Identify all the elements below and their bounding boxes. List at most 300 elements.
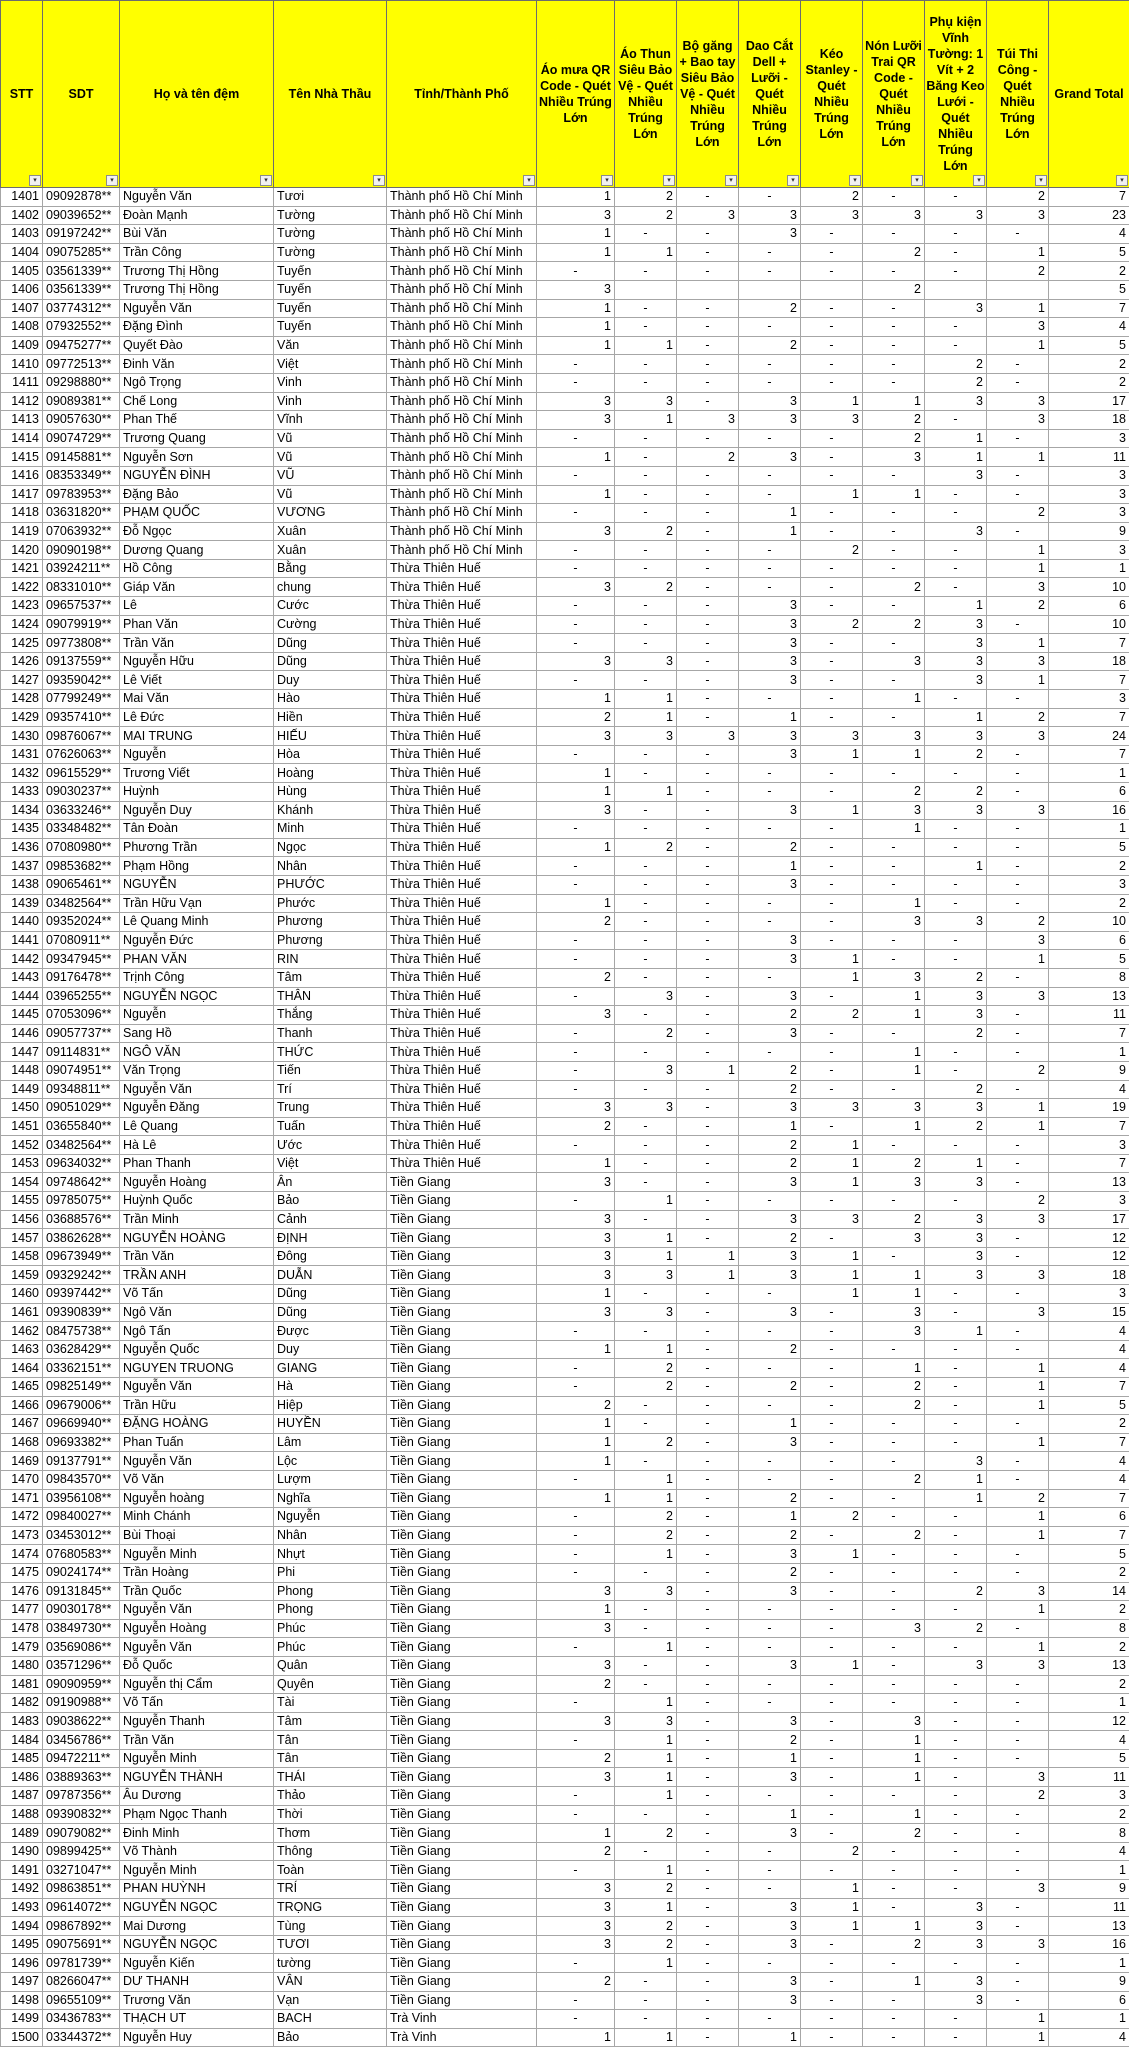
table-cell[interactable]: Vũ <box>274 429 387 448</box>
table-cell[interactable]: 1469 <box>1 1452 43 1471</box>
table-cell[interactable]: - <box>925 894 987 913</box>
table-cell[interactable]: 1429 <box>1 708 43 727</box>
table-cell[interactable]: - <box>801 1229 863 1248</box>
table-cell[interactable]: - <box>801 1322 863 1341</box>
table-cell[interactable]: Thành phố Hồ Chí Minh <box>387 318 537 337</box>
table-cell[interactable]: 2 <box>615 1508 677 1527</box>
table-cell[interactable]: - <box>615 597 677 616</box>
table-cell[interactable]: 1 <box>537 838 615 857</box>
table-cell[interactable]: 1 <box>925 1154 987 1173</box>
table-cell[interactable]: Tiền Giang <box>387 1749 537 1768</box>
table-cell[interactable]: 09397442** <box>43 1285 120 1304</box>
table-cell[interactable]: 1 <box>987 1433 1049 1452</box>
table-cell[interactable]: - <box>677 336 739 355</box>
table-cell[interactable]: 1 <box>987 1396 1049 1415</box>
table-cell[interactable]: 11 <box>1049 448 1129 467</box>
table-cell[interactable]: 1412 <box>1 392 43 411</box>
table-cell[interactable]: - <box>677 913 739 932</box>
table-cell[interactable]: - <box>801 318 863 337</box>
table-cell[interactable]: 1 <box>537 1601 615 1620</box>
table-cell[interactable]: 1 <box>863 1043 925 1062</box>
table-cell[interactable]: Xuân <box>274 541 387 560</box>
table-cell[interactable]: 1 <box>863 1285 925 1304</box>
table-cell[interactable]: - <box>987 1340 1049 1359</box>
table-cell[interactable]: Văn <box>274 336 387 355</box>
table-cell[interactable]: - <box>537 671 615 690</box>
table-cell[interactable]: - <box>615 764 677 783</box>
table-cell[interactable]: 07080980** <box>43 838 120 857</box>
table-cell[interactable]: 09843570** <box>43 1470 120 1489</box>
table-cell[interactable]: - <box>537 1192 615 1211</box>
table-cell[interactable]: - <box>925 1192 987 1211</box>
table-cell[interactable]: 3 <box>739 801 801 820</box>
table-cell[interactable]: 1472 <box>1 1508 43 1527</box>
table-cell[interactable]: 1483 <box>1 1712 43 1731</box>
table-cell[interactable]: - <box>615 1991 677 2010</box>
table-cell[interactable]: - <box>987 1731 1049 1750</box>
table-cell[interactable]: - <box>615 1117 677 1136</box>
table-cell[interactable]: 13 <box>1049 1656 1129 1675</box>
table-cell[interactable]: - <box>615 1973 677 1992</box>
table-cell[interactable]: MAI TRUNG <box>120 727 274 746</box>
table-cell[interactable]: 3 <box>739 1768 801 1787</box>
table-cell[interactable]: 1421 <box>1 559 43 578</box>
table-cell[interactable]: 2 <box>1049 373 1129 392</box>
table-cell[interactable]: - <box>863 597 925 616</box>
table-cell[interactable]: Ước <box>274 1136 387 1155</box>
table-cell[interactable]: 2 <box>739 1340 801 1359</box>
table-cell[interactable]: - <box>801 1396 863 1415</box>
table-cell[interactable]: 1 <box>987 2028 1049 2047</box>
table-cell[interactable]: THẠCH UT <box>120 2010 274 2029</box>
table-cell[interactable]: - <box>925 411 987 430</box>
table-cell[interactable]: - <box>677 485 739 504</box>
table-cell[interactable]: Tươi <box>274 188 387 207</box>
table-cell[interactable]: - <box>863 1601 925 1620</box>
table-cell[interactable]: 1 <box>1049 2010 1129 2029</box>
table-cell[interactable]: RIN <box>274 950 387 969</box>
table-cell[interactable]: 3 <box>987 1303 1049 1322</box>
table-cell[interactable]: Tiền Giang <box>387 1229 537 1248</box>
table-cell[interactable]: 1 <box>987 336 1049 355</box>
table-cell[interactable]: 03655840** <box>43 1117 120 1136</box>
table-cell[interactable]: 2 <box>863 280 925 299</box>
table-cell[interactable]: - <box>677 1378 739 1397</box>
table-cell[interactable]: - <box>801 243 863 262</box>
table-cell[interactable]: - <box>677 1545 739 1564</box>
table-cell[interactable]: 09092878** <box>43 188 120 207</box>
table-cell[interactable]: Nguyễn Hoàng <box>120 1173 274 1192</box>
table-cell[interactable]: 1 <box>987 1508 1049 1527</box>
filter-dropdown-icon[interactable]: ▾ <box>787 175 799 186</box>
table-cell[interactable]: - <box>677 1991 739 2010</box>
table-cell[interactable]: - <box>925 504 987 523</box>
table-cell[interactable]: - <box>987 1470 1049 1489</box>
table-cell[interactable]: 1 <box>677 1266 739 1285</box>
table-cell[interactable]: - <box>801 504 863 523</box>
table-cell[interactable]: 2 <box>739 336 801 355</box>
table-cell[interactable]: Dương Quang <box>120 541 274 560</box>
table-cell[interactable]: 03362151** <box>43 1359 120 1378</box>
table-cell[interactable]: 3 <box>1049 690 1129 709</box>
table-cell[interactable]: Lâm <box>274 1433 387 1452</box>
table-cell[interactable]: 4 <box>1049 1359 1129 1378</box>
table-cell[interactable]: - <box>677 671 739 690</box>
table-cell[interactable]: Thừa Thiên Huế <box>387 671 537 690</box>
table-cell[interactable]: 1467 <box>1 1415 43 1434</box>
table-cell[interactable]: 7 <box>1049 1378 1129 1397</box>
table-cell[interactable]: 13 <box>1049 1917 1129 1936</box>
table-cell[interactable]: Văn Trọng <box>120 1061 274 1080</box>
table-cell[interactable]: Xuân <box>274 522 387 541</box>
table-cell[interactable]: Thành phố Hồ Chí Minh <box>387 504 537 523</box>
table-cell[interactable]: 19 <box>1049 1099 1129 1118</box>
table-cell[interactable]: 1 <box>1049 764 1129 783</box>
filter-dropdown-icon[interactable]: ▾ <box>973 175 985 186</box>
table-cell[interactable]: Trương Thị Hồng <box>120 262 274 281</box>
table-cell[interactable]: Bùi Văn <box>120 225 274 244</box>
table-cell[interactable]: 1 <box>1049 1954 1129 1973</box>
table-cell[interactable]: 1458 <box>1 1247 43 1266</box>
table-cell[interactable]: - <box>987 1898 1049 1917</box>
table-cell[interactable]: 3 <box>863 1303 925 1322</box>
table-cell[interactable]: - <box>537 1043 615 1062</box>
table-cell[interactable]: - <box>615 615 677 634</box>
table-cell[interactable]: 3 <box>615 1582 677 1601</box>
table-cell[interactable]: 2 <box>801 615 863 634</box>
table-cell[interactable]: 3 <box>863 968 925 987</box>
table-cell[interactable]: - <box>677 857 739 876</box>
table-cell[interactable]: - <box>925 1824 987 1843</box>
table-cell[interactable]: Cường <box>274 615 387 634</box>
table-cell[interactable]: 2 <box>925 783 987 802</box>
table-cell[interactable]: Thừa Thiên Huế <box>387 578 537 597</box>
table-cell[interactable]: 1 <box>615 1192 677 1211</box>
table-cell[interactable]: 2 <box>801 1842 863 1861</box>
table-cell[interactable]: Giáp Văn <box>120 578 274 597</box>
table-cell[interactable]: 10 <box>1049 578 1129 597</box>
table-cell[interactable]: - <box>925 336 987 355</box>
table-cell[interactable]: 1 <box>615 1694 677 1713</box>
table-cell[interactable]: - <box>863 1136 925 1155</box>
table-cell[interactable]: 4 <box>1049 2028 1129 2047</box>
table-cell[interactable]: 3 <box>615 392 677 411</box>
table-cell[interactable]: 1 <box>801 485 863 504</box>
table-cell[interactable]: 03271047** <box>43 1861 120 1880</box>
table-cell[interactable]: 1 <box>987 950 1049 969</box>
table-cell[interactable]: - <box>615 559 677 578</box>
table-cell[interactable]: - <box>677 1489 739 1508</box>
table-cell[interactable]: 1403 <box>1 225 43 244</box>
table-cell[interactable]: 3 <box>1049 541 1129 560</box>
table-cell[interactable]: Thừa Thiên Huế <box>387 597 537 616</box>
table-cell[interactable]: - <box>677 1154 739 1173</box>
table-cell[interactable]: 2 <box>863 1824 925 1843</box>
table-cell[interactable]: - <box>677 1731 739 1750</box>
table-cell[interactable]: Võ Văn <box>120 1470 274 1489</box>
table-cell[interactable]: - <box>863 1954 925 1973</box>
table-cell[interactable]: - <box>677 801 739 820</box>
table-cell[interactable]: 1 <box>615 1768 677 1787</box>
table-cell[interactable]: 2 <box>925 355 987 374</box>
table-cell[interactable]: Phạm Ngọc Thanh <box>120 1805 274 1824</box>
table-cell[interactable]: Trung <box>274 1099 387 1118</box>
table-cell[interactable]: Nguyễn Quốc <box>120 1340 274 1359</box>
table-cell[interactable]: - <box>801 1619 863 1638</box>
table-cell[interactable]: - <box>925 950 987 969</box>
table-cell[interactable]: Vinh <box>274 373 387 392</box>
table-cell[interactable]: - <box>615 1563 677 1582</box>
table-cell[interactable]: - <box>801 1470 863 1489</box>
table-cell[interactable]: 03482564** <box>43 894 120 913</box>
table-cell[interactable]: 1 <box>863 1731 925 1750</box>
table-cell[interactable]: - <box>677 745 739 764</box>
table-cell[interactable]: - <box>739 578 801 597</box>
table-cell[interactable]: - <box>863 1694 925 1713</box>
table-cell[interactable]: - <box>987 968 1049 987</box>
table-cell[interactable]: 3 <box>863 1099 925 1118</box>
table-cell[interactable]: 3 <box>863 1322 925 1341</box>
table-cell[interactable]: 3 <box>1049 1787 1129 1806</box>
table-cell[interactable]: 18 <box>1049 652 1129 671</box>
table-cell[interactable]: 1462 <box>1 1322 43 1341</box>
table-cell[interactable]: - <box>863 1842 925 1861</box>
table-cell[interactable]: - <box>987 225 1049 244</box>
table-cell[interactable]: - <box>615 262 677 281</box>
table-cell[interactable]: - <box>987 745 1049 764</box>
table-cell[interactable]: 2 <box>925 1080 987 1099</box>
table-cell[interactable]: 2 <box>615 1378 677 1397</box>
table-cell[interactable]: 1 <box>537 1433 615 1452</box>
table-cell[interactable]: 2 <box>615 206 677 225</box>
table-cell[interactable]: Thừa Thiên Huế <box>387 745 537 764</box>
table-cell[interactable]: 1420 <box>1 541 43 560</box>
table-cell[interactable]: Quân <box>274 1656 387 1675</box>
table-cell[interactable]: 3 <box>739 1247 801 1266</box>
table-cell[interactable]: - <box>537 1508 615 1527</box>
table-cell[interactable]: 03456786** <box>43 1731 120 1750</box>
table-cell[interactable]: - <box>801 336 863 355</box>
table-cell[interactable]: 2 <box>925 1582 987 1601</box>
table-cell[interactable]: - <box>987 522 1049 541</box>
table-cell[interactable]: - <box>739 1470 801 1489</box>
table-cell[interactable]: Trà Vinh <box>387 2028 537 2047</box>
table-cell[interactable]: Tiền Giang <box>387 1489 537 1508</box>
table-cell[interactable]: - <box>801 373 863 392</box>
table-cell[interactable]: - <box>537 875 615 894</box>
table-cell[interactable]: 1 <box>537 243 615 262</box>
table-cell[interactable]: 3 <box>739 1545 801 1564</box>
table-cell[interactable]: Đinh Văn <box>120 355 274 374</box>
table-cell[interactable]: 3 <box>537 727 615 746</box>
table-cell[interactable]: BACH <box>274 2010 387 2029</box>
table-cell[interactable]: - <box>677 894 739 913</box>
table-cell[interactable]: 2 <box>739 1136 801 1155</box>
table-cell[interactable]: Thành phố Hồ Chí Minh <box>387 355 537 374</box>
table-cell[interactable]: Việt <box>274 355 387 374</box>
table-cell[interactable]: 1448 <box>1 1061 43 1080</box>
table-cell[interactable]: 3 <box>925 1173 987 1192</box>
table-cell[interactable]: 2 <box>987 913 1049 932</box>
table-cell[interactable]: - <box>863 522 925 541</box>
table-cell[interactable]: Hùng <box>274 783 387 802</box>
table-cell[interactable]: 2 <box>863 1396 925 1415</box>
table-cell[interactable]: Thừa Thiên Huế <box>387 1024 537 1043</box>
table-cell[interactable]: - <box>801 987 863 1006</box>
table-cell[interactable]: 2 <box>987 597 1049 616</box>
table-cell[interactable]: Phan Văn <box>120 615 274 634</box>
table-cell[interactable]: Tiền Giang <box>387 1973 537 1992</box>
table-cell[interactable]: - <box>863 373 925 392</box>
table-cell[interactable]: 09352024** <box>43 913 120 932</box>
table-cell[interactable]: 2 <box>863 243 925 262</box>
table-cell[interactable]: Thông <box>274 1842 387 1861</box>
table-cell[interactable]: - <box>677 188 739 207</box>
table-cell[interactable]: Trương Thị Hồng <box>120 280 274 299</box>
table-cell[interactable]: - <box>987 466 1049 485</box>
table-cell[interactable]: 3 <box>677 411 739 430</box>
table-cell[interactable]: Tuyến <box>274 262 387 281</box>
table-cell[interactable]: 1 <box>801 1266 863 1285</box>
table-cell[interactable]: Trần Công <box>120 243 274 262</box>
table-cell[interactable]: - <box>863 1433 925 1452</box>
table-cell[interactable]: 09863851** <box>43 1880 120 1899</box>
table-cell[interactable]: - <box>739 355 801 374</box>
table-cell[interactable]: 3 <box>925 1247 987 1266</box>
table-cell[interactable]: Tuyến <box>274 299 387 318</box>
table-cell[interactable]: - <box>739 1601 801 1620</box>
table-cell[interactable]: 2 <box>615 1359 677 1378</box>
table-cell[interactable]: 3 <box>925 1099 987 1118</box>
table-cell[interactable]: 3 <box>537 1935 615 1954</box>
table-cell[interactable]: Dũng <box>274 1303 387 1322</box>
table-cell[interactable]: 1 <box>739 1415 801 1434</box>
table-cell[interactable]: - <box>925 1749 987 1768</box>
table-cell[interactable]: 3 <box>925 1935 987 1954</box>
table-cell[interactable]: Tiền Giang <box>387 1582 537 1601</box>
table-cell[interactable]: 09298880** <box>43 373 120 392</box>
table-cell[interactable]: 2 <box>739 1378 801 1397</box>
table-cell[interactable]: - <box>615 634 677 653</box>
table-cell[interactable]: Lê Đức <box>120 708 274 727</box>
table-cell[interactable]: 1 <box>537 894 615 913</box>
table-cell[interactable]: 7 <box>1049 1154 1129 1173</box>
table-cell[interactable]: - <box>537 1545 615 1564</box>
table-cell[interactable]: - <box>987 1173 1049 1192</box>
table-cell[interactable]: 3 <box>537 1917 615 1936</box>
table-cell[interactable] <box>987 280 1049 299</box>
table-cell[interactable]: - <box>677 559 739 578</box>
table-cell[interactable]: 3 <box>739 411 801 430</box>
table-cell[interactable]: 1459 <box>1 1266 43 1285</box>
table-cell[interactable]: - <box>801 1954 863 1973</box>
table-cell[interactable]: - <box>615 485 677 504</box>
table-cell[interactable]: - <box>537 1991 615 2010</box>
table-cell[interactable]: - <box>739 1842 801 1861</box>
table-cell[interactable]: - <box>677 1359 739 1378</box>
table-cell[interactable]: 1 <box>925 429 987 448</box>
table-cell[interactable]: 3 <box>739 1303 801 1322</box>
table-cell[interactable]: 08475738** <box>43 1322 120 1341</box>
table-cell[interactable]: - <box>677 1824 739 1843</box>
table-cell[interactable]: Tiền Giang <box>387 1619 537 1638</box>
table-cell[interactable]: - <box>677 1080 739 1099</box>
table-cell[interactable]: - <box>925 578 987 597</box>
table-cell[interactable]: Phương <box>274 913 387 932</box>
table-cell[interactable]: Thừa Thiên Huế <box>387 1117 537 1136</box>
table-cell[interactable]: 09615529** <box>43 764 120 783</box>
table-cell[interactable]: Hồ Công <box>120 559 274 578</box>
table-cell[interactable]: 3 <box>925 801 987 820</box>
table-cell[interactable]: 3 <box>537 1619 615 1638</box>
table-cell[interactable]: 2 <box>739 1563 801 1582</box>
table-cell[interactable]: 1465 <box>1 1378 43 1397</box>
table-cell[interactable]: Thừa Thiên Huế <box>387 783 537 802</box>
table-cell[interactable]: 3 <box>987 1768 1049 1787</box>
table-cell[interactable]: Tường <box>274 206 387 225</box>
table-cell[interactable]: - <box>615 1154 677 1173</box>
table-cell[interactable]: 12 <box>1049 1229 1129 1248</box>
table-cell[interactable]: Nguyễn hoàng <box>120 1489 274 1508</box>
table-cell[interactable]: 6 <box>1049 1991 1129 2010</box>
table-cell[interactable]: 3 <box>987 1935 1049 1954</box>
table-cell[interactable]: - <box>801 894 863 913</box>
table-cell[interactable]: - <box>739 466 801 485</box>
table-cell[interactable]: - <box>987 615 1049 634</box>
table-cell[interactable]: 1500 <box>1 2028 43 2047</box>
table-cell[interactable]: Trí <box>274 1080 387 1099</box>
table-cell[interactable]: 2 <box>801 1006 863 1025</box>
table-cell[interactable]: 3 <box>987 1210 1049 1229</box>
table-cell[interactable]: 3 <box>987 318 1049 337</box>
table-cell[interactable]: - <box>677 541 739 560</box>
filter-dropdown-icon[interactable]: ▾ <box>725 175 737 186</box>
table-cell[interactable]: - <box>987 1322 1049 1341</box>
table-cell[interactable]: 1485 <box>1 1749 43 1768</box>
table-cell[interactable]: - <box>537 355 615 374</box>
table-cell[interactable]: - <box>987 1229 1049 1248</box>
filter-dropdown-icon[interactable]: ▾ <box>601 175 613 186</box>
table-cell[interactable]: 1431 <box>1 745 43 764</box>
table-cell[interactable]: 1436 <box>1 838 43 857</box>
table-cell[interactable]: 03571296** <box>43 1656 120 1675</box>
table-cell[interactable]: Hiền <box>274 708 387 727</box>
table-cell[interactable]: Huỳnh Quốc <box>120 1192 274 1211</box>
table-cell[interactable]: - <box>801 1415 863 1434</box>
table-cell[interactable]: 1452 <box>1 1136 43 1155</box>
table-cell[interactable]: - <box>801 429 863 448</box>
table-cell[interactable]: 1 <box>1049 1694 1129 1713</box>
table-cell[interactable]: Nguyễn Huy <box>120 2028 274 2047</box>
table-cell[interactable]: 1433 <box>1 783 43 802</box>
table-cell[interactable]: 9 <box>1049 522 1129 541</box>
table-cell[interactable]: 09359042** <box>43 671 120 690</box>
table-cell[interactable]: Lượm <box>274 1470 387 1489</box>
table-cell[interactable]: 1 <box>987 559 1049 578</box>
table-cell[interactable]: Tiền Giang <box>387 1470 537 1489</box>
table-cell[interactable]: - <box>677 1787 739 1806</box>
table-cell[interactable]: 1481 <box>1 1675 43 1694</box>
table-cell[interactable]: 09825149** <box>43 1378 120 1397</box>
table-cell[interactable]: 1473 <box>1 1526 43 1545</box>
table-cell[interactable]: 3 <box>537 280 615 299</box>
table-cell[interactable]: 2 <box>987 1489 1049 1508</box>
table-cell[interactable]: 3 <box>1049 504 1129 523</box>
table-cell[interactable]: 2 <box>863 1470 925 1489</box>
table-cell[interactable]: 1475 <box>1 1563 43 1582</box>
table-cell[interactable]: 3 <box>537 1247 615 1266</box>
table-cell[interactable]: 1 <box>863 1973 925 1992</box>
